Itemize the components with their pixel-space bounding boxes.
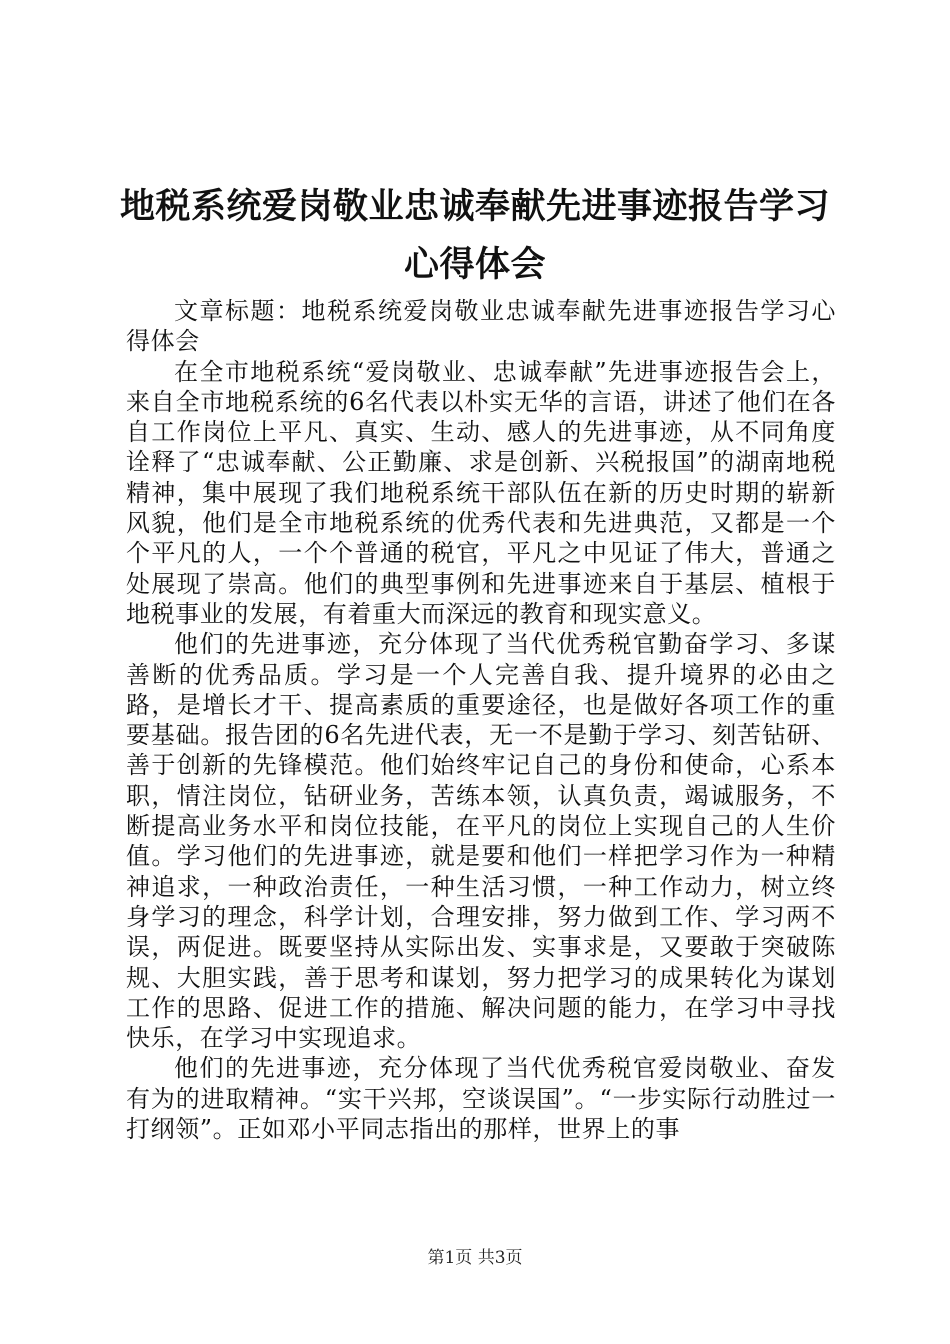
paragraph-article-title: 文章标题：地税系统爱岗敬业忠诚奉献先进事迹报告学习心得体会 [126, 297, 836, 356]
paragraph-3: 他们的先进事迹，充分体现了当代优秀税官爱岗敬业、奋发有为的进取精神。“实干兴邦，空谈误国”。“一步实际行动胜过一打纲领”。正如邓小平同志指出的那样，世界上的事 [126, 1054, 836, 1144]
paragraph-2: 他们的先进事迹，充分体现了当代优秀税官勤奋学习、多谋善断的优秀品质。学习是一个人完善自我、提升境界的必由之路，是增长才干、提高素质的重要途径，也是做好各项工作的重要基础。报告团的6名先进代表，无一不是勤于学习、刻苦钻研、善于创新的先锋模范。他们始终牢记自己的身份和使命，心系本职，情注岗位，钻研业务，苦练本领，认真负责，竭诚服务，不断提高业务水平和岗位技能，在平凡的岗位上实现自己的人生价值。学习他们的先进事迹，就是要和他们一样把学习作为一种精神追求，一种政治责任，一种生活习惯，一种工作动力，树立终身学习的理念，科学计划，合理安排，努力做到工作、学习两不误，两促进。既要坚持从实际出发、实事求是，又要敢于突破陈规、大胆实践，善于思考和谋划，努力把学习的成果转化为谋划工作的思路、促进工作的措施、解决问题的能力，在学习中寻找快乐，在学习中实现追求。 [126, 630, 836, 1053]
title-line-1: 地税系统爱岗敬业忠诚奉献先进事迹报告学习 [120, 187, 831, 227]
document-title [120, 178, 830, 294]
title-line-2: 心得体会 [403, 245, 546, 285]
paragraph-1: 在全市地税系统“爱岗敬业、忠诚奉献”先进事迹报告会上，来自全市地税系统的6名代表以朴实无华的言语，讲述了他们在各自工作岗位上平凡、真实、生动、感人的先进事迹，从不同角度诠释了“忠诚奉献、公正勤廉、求是创新、兴税报国”的湖南地税精神，集中展现了我们地税系统干部队伍在新的历史时期的崭新风貌，他们是全市地税系统的优秀代表和先进典范，又都是一个个平凡的人，一个个普通的税官，平凡之中见证了伟大，普通之处展现了崇高。他们的典型事例和先进事迹来自于基层、植根于地税事业的发展，有着重大而深远的教育和现实意义。 [126, 357, 836, 628]
page-footer: 第1页 共3页 [427, 1248, 523, 1268]
document-body [126, 296, 836, 1144]
